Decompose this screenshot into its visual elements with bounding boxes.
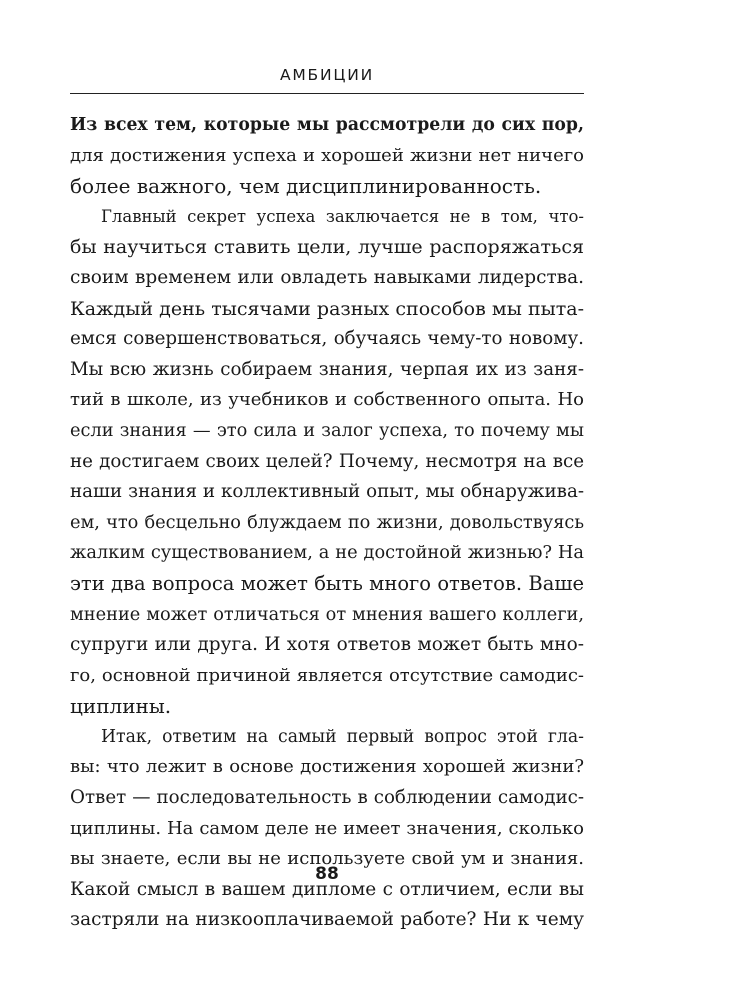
text-line: бы научиться ставить цели, лучше распоряжаться <box>70 236 584 259</box>
header-rule <box>70 93 584 94</box>
text-line: Какой смысл в вашем дипломе с отличием, если вы <box>70 878 584 900</box>
body-text <box>70 110 584 936</box>
text-line: циплины. На самом деле не имеет значения, сколько <box>70 817 584 839</box>
text-line: Главный секрет успеха заключается не в том, что- <box>101 206 584 226</box>
text-line: более важного, чем дисциплинированность. <box>70 174 542 199</box>
text-line: мнение может отличаться от мнения вашего коллеги, <box>70 604 584 625</box>
text-line: супруги или друга. И хотя ответов может быть мно- <box>70 634 584 656</box>
text-line: Из всех тем, которые мы рассмотрели до сих пор, <box>70 115 584 135</box>
text-line: если знания — это сила и залог успеха, то почему мы <box>70 420 584 441</box>
running-head-title: АМБИЦИИ <box>279 66 375 84</box>
text-line: тий в школе, из учебников и собственного опыта. Но <box>70 389 584 411</box>
page-number: 88 <box>315 864 339 884</box>
text-line: го, основной причиной является отсутствие самодис- <box>70 664 584 686</box>
text-line: Ответ — последовательность в соблюдении самодис- <box>70 787 584 809</box>
text-line: циплины. <box>70 694 172 719</box>
text-line: вы: что лежит в основе достижения хорошей жизни? <box>70 756 584 778</box>
text-line: емся совершенствоваться, обучаясь чему-то новому. <box>70 328 584 350</box>
text-line: ем, что бесцельно блуждаем по жизни, довольствуясь <box>70 512 584 533</box>
text-line: Итак, ответим на самый первый вопрос этой гла- <box>101 726 584 747</box>
text-line: эти два вопроса может быть много ответов. Ваше <box>70 571 584 595</box>
text-line: для достижения успеха и хорошей жизни нет ничего <box>70 144 584 166</box>
text-line: Мы всю жизнь собираем знания, черпая их из заня- <box>70 358 584 380</box>
text-line: жалким существованием, а не достойной жизнью? На <box>70 543 584 564</box>
text-line: не достигаем своих целей? Почему, несмотря на все <box>70 450 584 472</box>
text-line: наши знания и коллективный опыт, мы обнаружива- <box>70 481 584 503</box>
text-line: застряли на низкооплачиваемой работе? Ни к чему <box>70 909 584 931</box>
text-line: вы знаете, если вы не используете свой ум и знания. <box>70 848 584 870</box>
text-line: своим временем или овладеть навыками лидерства. <box>70 266 584 288</box>
text-line: Каждый день тысячами разных способов мы пыта- <box>70 297 584 320</box>
